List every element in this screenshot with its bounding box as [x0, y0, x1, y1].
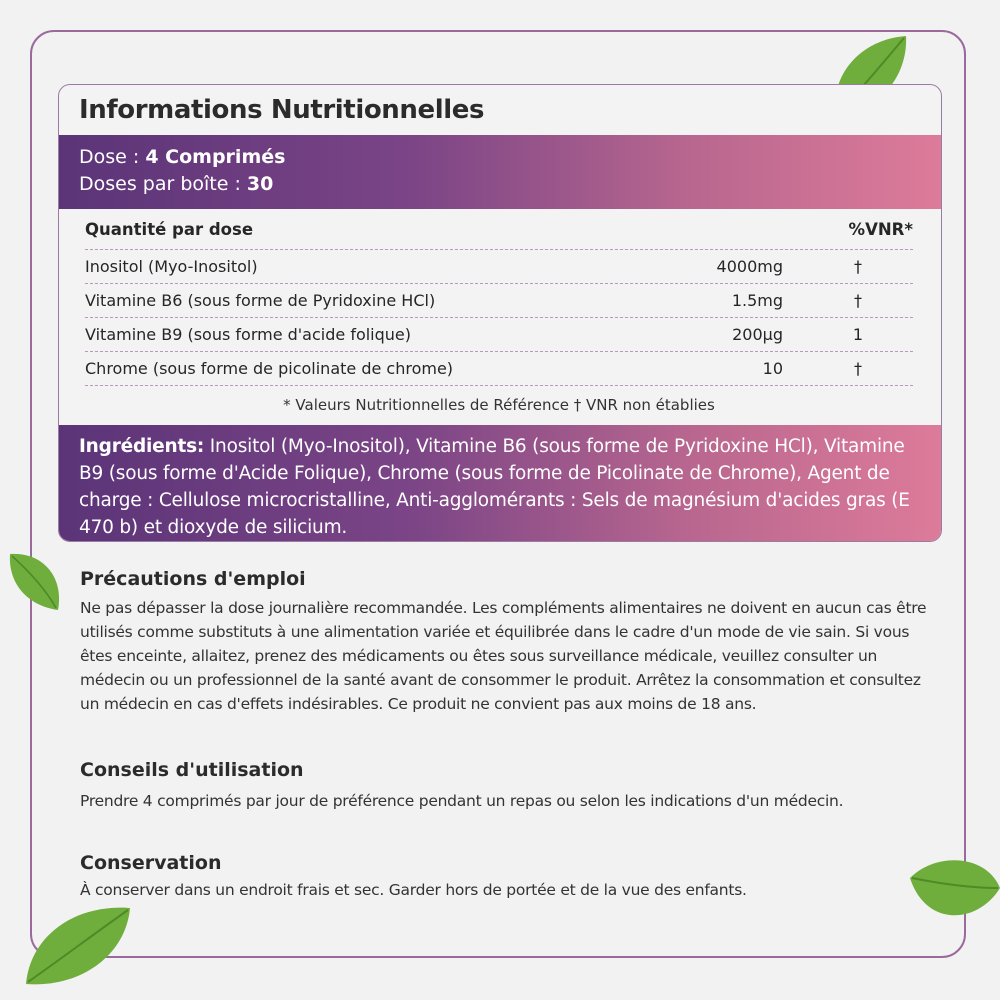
conseils-text: Prendre 4 comprimés par jour de préférence pendant un repas ou selon les indications d'un médecin.	[80, 792, 844, 810]
table-row	[85, 250, 913, 284]
doses-value: 30	[246, 173, 274, 195]
card-title: Informations Nutritionnelles	[79, 95, 485, 125]
row-name: Vitamine B9 (sous forme d'acide folique)	[85, 325, 412, 344]
header-vnr: %VNR*	[848, 219, 913, 239]
table-row	[85, 284, 913, 318]
table-row	[85, 352, 913, 386]
table-footnote: * Valeurs Nutritionnelles de Référence † VNR non établies	[283, 396, 715, 414]
ingredients-text: Inositol (Myo-Inositol), Vitamine B6 (sous forme de Pyridoxine HCl), Vitamine B9 (sous forme d'Acide Folique), Chrome (sous forme de Picolinate de Chrome), Agent de charge : Cellulose microcristalline, Anti-agglomérants : Sels de magnésium d'acides gras (E 470 b) et dioxyde de silicium.	[79, 436, 910, 538]
table-header	[85, 209, 913, 250]
conservation-title: Conservation	[80, 852, 222, 874]
leaf-icon	[4, 548, 64, 614]
precautions-title: Précautions d'emploi	[80, 568, 306, 590]
precautions-text: Ne pas dépasser la dose journalière recommandée. Les compléments alimentaires ne doivent en aucun cas être utilisés comme substituts à une alimentation variée et équilibrée dans le cadre d'un mode de vie sain. Si vous êtes enceinte, allaitez, prenez des médicaments ou êtes sous surveillance médicale, veuillez consulter un médecin ou un professionnel de la santé avant de consommer le produit. Arrêtez la consommation et consultez un médecin en cas d'effets indésirables. Ce produit ne convient pas aux moins de 18 ans.	[80, 599, 927, 713]
row-vnr: †	[854, 359, 862, 378]
row-name: Vitamine B6 (sous forme de Pyridoxine HCl)	[85, 291, 436, 310]
doses-per-box-line	[79, 171, 921, 198]
conservation-text: À conserver dans un endroit frais et sec. Garder hors de portée et de la vue des enfants.	[80, 881, 747, 899]
row-vnr: 1	[852, 325, 864, 344]
conseils-section	[80, 759, 930, 813]
precautions-section	[80, 568, 930, 716]
dose-band	[59, 135, 941, 209]
row-name: Chrome (sous forme de picolinate de chrome)	[85, 359, 454, 378]
row-name: Inositol (Myo-Inositol)	[85, 257, 258, 276]
row-qty: 1.5mg	[731, 291, 783, 310]
row-qty: 4000mg	[716, 257, 783, 276]
ingredients-label: Ingrédients:	[79, 436, 205, 457]
nutrition-card	[58, 84, 942, 542]
dose-line	[79, 144, 921, 171]
row-vnr: †	[854, 291, 862, 310]
dose-value: 4 Comprimés	[145, 146, 286, 168]
row-qty: 200µg	[732, 325, 783, 344]
row-qty: 10	[762, 359, 783, 378]
leaf-icon	[22, 898, 134, 988]
header-quantity: Quantité par dose	[85, 219, 254, 239]
dose-label: Dose :	[79, 146, 146, 168]
doses-label: Doses par boîte :	[79, 173, 247, 195]
table-row	[85, 318, 913, 352]
conservation-section	[80, 852, 930, 902]
ingredients-band	[59, 425, 941, 541]
row-vnr: †	[854, 257, 862, 276]
nutrition-table	[59, 209, 941, 424]
conseils-title: Conseils d'utilisation	[80, 759, 304, 781]
